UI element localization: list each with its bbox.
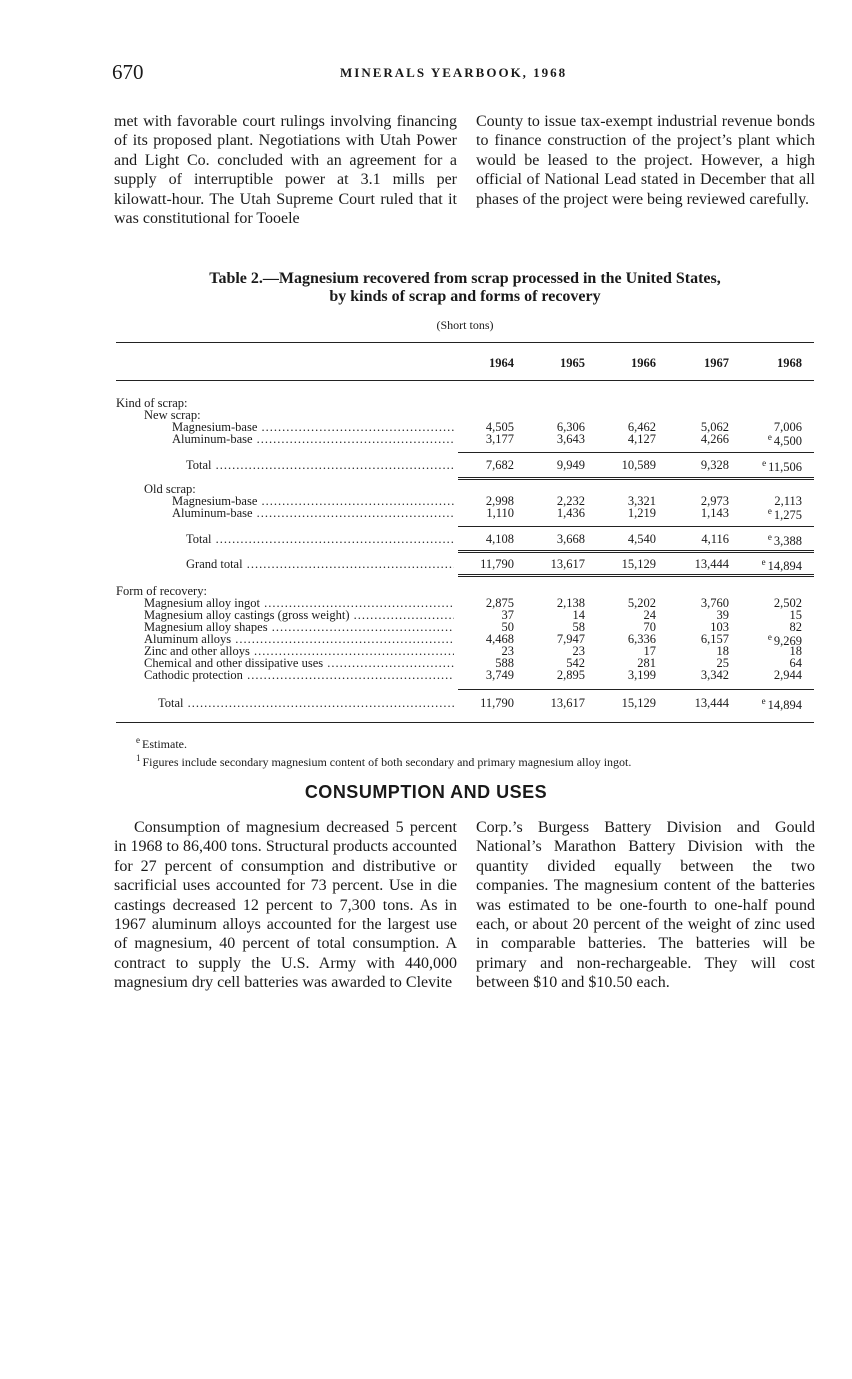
table-cell: 23 <box>501 644 514 658</box>
table-cell: 15,129 <box>621 557 656 571</box>
table-cell: 2,502 <box>773 596 802 610</box>
table-title <box>120 270 810 306</box>
table-cell: 39 <box>716 608 729 622</box>
table-cell <box>742 557 802 574</box>
table-cell-value: 14,894 <box>767 559 802 574</box>
table-cell: 2,113 <box>774 494 802 508</box>
table-title-line-2: by kinds of scrap and forms of recovery <box>329 288 601 305</box>
table-cell: 9,949 <box>556 458 585 472</box>
total-double-rule <box>458 477 814 480</box>
table-row-grand-total <box>116 557 814 574</box>
table-cell: 2,895 <box>556 668 585 682</box>
subtotal-rule <box>458 526 814 527</box>
row-label: Magnesium alloy ingot ..... <box>116 596 454 611</box>
table-bottom-rule <box>116 722 814 723</box>
row-label: Old scrap: <box>144 482 196 496</box>
table-cell: 10,589 <box>621 458 656 472</box>
table-cell <box>742 432 802 449</box>
table-cell: 4,108 <box>485 532 514 546</box>
table-cell-value: 4,500 <box>773 434 802 449</box>
column-header: 1965 <box>560 356 585 370</box>
table-cell: 37 <box>501 608 514 622</box>
page-number: 670 <box>112 60 144 84</box>
footnote-estimate <box>136 733 631 751</box>
table-cell: 4,505 <box>485 420 514 434</box>
table-cell-value: 1,275 <box>773 508 802 523</box>
table-top-rule <box>116 342 814 343</box>
row-label: Total ..... <box>116 458 454 473</box>
estimate-mark: e <box>761 557 766 567</box>
row-label: Total ..... <box>116 696 454 711</box>
table-row <box>116 506 814 523</box>
estimate-mark: e <box>767 632 772 642</box>
top-right-column <box>476 112 815 209</box>
footnote-mark: 1 <box>136 753 141 763</box>
column-header: 1967 <box>704 356 729 370</box>
table-header-rule <box>116 380 814 381</box>
table-cell <box>742 506 802 523</box>
top-right-paragraph: County to issue tax-exempt industrial revenue bonds to finance construction of the project’s plant which would be leased to the project. However, a high official of National Lead stated in December that all phases of the project were being reviewed carefully. <box>476 113 815 208</box>
table-cell: 24 <box>643 608 656 622</box>
table-cell: 15,129 <box>621 696 656 710</box>
total-double-rule <box>458 550 814 553</box>
table-cell: 13,444 <box>694 696 729 710</box>
row-label: Aluminum-base ..... <box>116 432 454 447</box>
estimate-mark: e <box>767 532 772 542</box>
table-row-total <box>116 532 814 549</box>
table-cell: 281 <box>637 656 656 670</box>
footnote-1 <box>136 751 631 769</box>
table-cell <box>742 696 802 713</box>
row-label: Grand total ..... <box>116 557 454 572</box>
table-cell: 6,157 <box>700 632 729 646</box>
table-cell: 64 <box>789 656 802 670</box>
row-label: Aluminum alloys ..... <box>116 632 454 647</box>
bottom-left-column <box>114 818 457 993</box>
footnote-text: Figures include secondary magnesium content of both secondary and primary magnesium alloy ingot. <box>142 755 632 769</box>
table-cell: 9,328 <box>700 458 729 472</box>
table-cell: 3,643 <box>556 432 585 446</box>
table-cell: 14 <box>572 608 585 622</box>
section-heading: CONSUMPTION AND USES <box>304 782 548 802</box>
table-cell-value: 14,894 <box>767 698 802 713</box>
table-cell: 3,760 <box>700 596 729 610</box>
table-cell: 3,342 <box>700 668 729 682</box>
table-cell: 1,110 <box>486 506 514 520</box>
table-cell: 4,468 <box>485 632 514 646</box>
row-label: New scrap: <box>144 408 201 422</box>
table-cell: 3,668 <box>556 532 585 546</box>
table-cell: 11,790 <box>480 557 514 571</box>
row-label: Kind of scrap: <box>116 396 188 410</box>
table-cell: 13,617 <box>550 696 585 710</box>
table-units: (Short tons) <box>436 318 494 332</box>
table-cell: 25 <box>716 656 729 670</box>
estimate-mark: e <box>762 458 767 468</box>
table-cell <box>742 532 802 549</box>
column-header: 1968 <box>777 356 802 370</box>
table-title-line-1: Table 2.—Magnesium recovered from scrap processed in the United States, <box>209 270 721 287</box>
row-label: Magnesium alloy castings (gross weight) ..... <box>116 608 454 623</box>
bottom-left-paragraph: Consumption of magnesium decreased 5 percent in 1968 to 86,400 tons. Structural products accounted for 27 percent of consumption and distributive or sacrificial uses accounted for 73 percent. Use in die castings decreased 12 percent to 7,300 tons. As in 1967 aluminum alloys accounted for the largest use of magnesium, 40 percent of total consumption. A contract to supply the U.S. Army with 440,000 magnesium dry cell batteries was awarded to Clevite <box>114 819 457 992</box>
table-cell: 18 <box>789 644 802 658</box>
table-cell-value: 3,388 <box>773 534 802 549</box>
table-cell: 1,219 <box>627 506 656 520</box>
table-cell: 13,617 <box>550 557 585 571</box>
table-cell: 4,127 <box>627 432 656 446</box>
table-cell: 103 <box>710 620 729 634</box>
table-cell: 58 <box>572 620 585 634</box>
row-label: Cathodic protection ..... <box>116 668 454 683</box>
estimate-mark: e <box>767 432 772 442</box>
table-cell: 5,202 <box>627 596 656 610</box>
estimate-mark: e <box>767 506 772 516</box>
estimate-mark: e <box>136 735 140 745</box>
column-header: 1966 <box>631 356 656 370</box>
row-label: Total ..... <box>116 532 454 547</box>
row-label: Zinc and other alloys ..... <box>116 644 454 659</box>
table-cell: 3,749 <box>485 668 514 682</box>
table-cell: 7,947 <box>556 632 585 646</box>
table-cell: 6,306 <box>556 420 585 434</box>
table-cell-value: 11,506 <box>768 460 802 475</box>
table-cell: 588 <box>495 656 514 670</box>
table-cell: 13,444 <box>694 557 729 571</box>
table-cell: 6,336 <box>627 632 656 646</box>
row-label: Magnesium-base ..... <box>116 420 454 435</box>
table-cell: 2,998 <box>485 494 514 508</box>
table-cell-value: 9,269 <box>773 634 802 649</box>
table-cell: 5,062 <box>700 420 729 434</box>
table-row <box>116 432 814 449</box>
table-cell: 2,944 <box>773 668 802 682</box>
table-cell: 2,973 <box>700 494 729 508</box>
column-header: 1964 <box>489 356 514 370</box>
row-label: Magnesium-base ..... <box>116 494 454 509</box>
table-cell: 1,436 <box>556 506 585 520</box>
table-cell: 17 <box>643 644 656 658</box>
table-row-total <box>116 696 814 713</box>
subtotal-rule <box>458 689 814 690</box>
table-cell: 7,006 <box>773 420 802 434</box>
row-label: Magnesium alloy shapes ..... <box>116 620 454 635</box>
table-header-row <box>116 356 814 370</box>
table-cell: 3,177 <box>485 432 514 446</box>
table-cell: 23 <box>572 644 585 658</box>
subtotal-rule <box>458 452 814 453</box>
table-cell: 15 <box>789 608 802 622</box>
estimate-mark: e <box>761 696 766 706</box>
table-cell: 2,232 <box>556 494 585 508</box>
table-cell: 4,540 <box>627 532 656 546</box>
table-cell: 7,682 <box>485 458 514 472</box>
bottom-right-column <box>476 818 815 993</box>
table-cell: 4,116 <box>701 532 729 546</box>
table-cell: 11,790 <box>480 696 514 710</box>
row-label: Chemical and other dissipative uses ..... <box>116 656 454 671</box>
table-cell: 82 <box>789 620 802 634</box>
grand-total-double-rule <box>458 574 814 577</box>
table-cell: 6,462 <box>627 420 656 434</box>
table-cell: 3,321 <box>627 494 656 508</box>
table-cell: 18 <box>716 644 729 658</box>
table-cell: 1,143 <box>700 506 729 520</box>
table-cell: 4,266 <box>700 432 729 446</box>
table-row-total <box>116 458 814 475</box>
row-label: Aluminum-base ..... <box>116 506 454 521</box>
table-cell: 2,138 <box>556 596 585 610</box>
bottom-right-paragraph: Corp.’s Burgess Battery Division and Gould National’s Marathon Battery Division with the quantity divided equally between the two companies. The magnesium content of the batteries was estimated to be one-fourth to one-half pound each, or about 20 percent of the weight of zinc used in comparable batteries. The batteries will be primary and non-rechargeable. They will cost between $10 and $10.50 each. <box>476 819 815 992</box>
table-cell: 2,875 <box>485 596 514 610</box>
table-cell <box>742 458 802 475</box>
table-cell: 70 <box>643 620 656 634</box>
table-cell: 50 <box>501 620 514 634</box>
row-label: Form of recovery: <box>116 584 207 598</box>
table-cell: 542 <box>566 656 585 670</box>
table-footnotes <box>136 733 631 769</box>
table-row <box>116 668 814 682</box>
top-left-paragraph: met with favorable court rulings involving financing of its proposed plant. Negotiations with Utah Power and Light Co. concluded with an agreement for a supply of interruptible power at 3.1 mills per kilowatt-hour. The Utah Supreme Court ruled that it was constitutional for Tooele <box>114 113 457 228</box>
table-cell: 3,199 <box>627 668 656 682</box>
footnote-text: Estimate. <box>142 737 187 751</box>
running-head: MINERALS YEARBOOK, 1968 <box>340 65 568 80</box>
top-left-column <box>114 112 457 228</box>
